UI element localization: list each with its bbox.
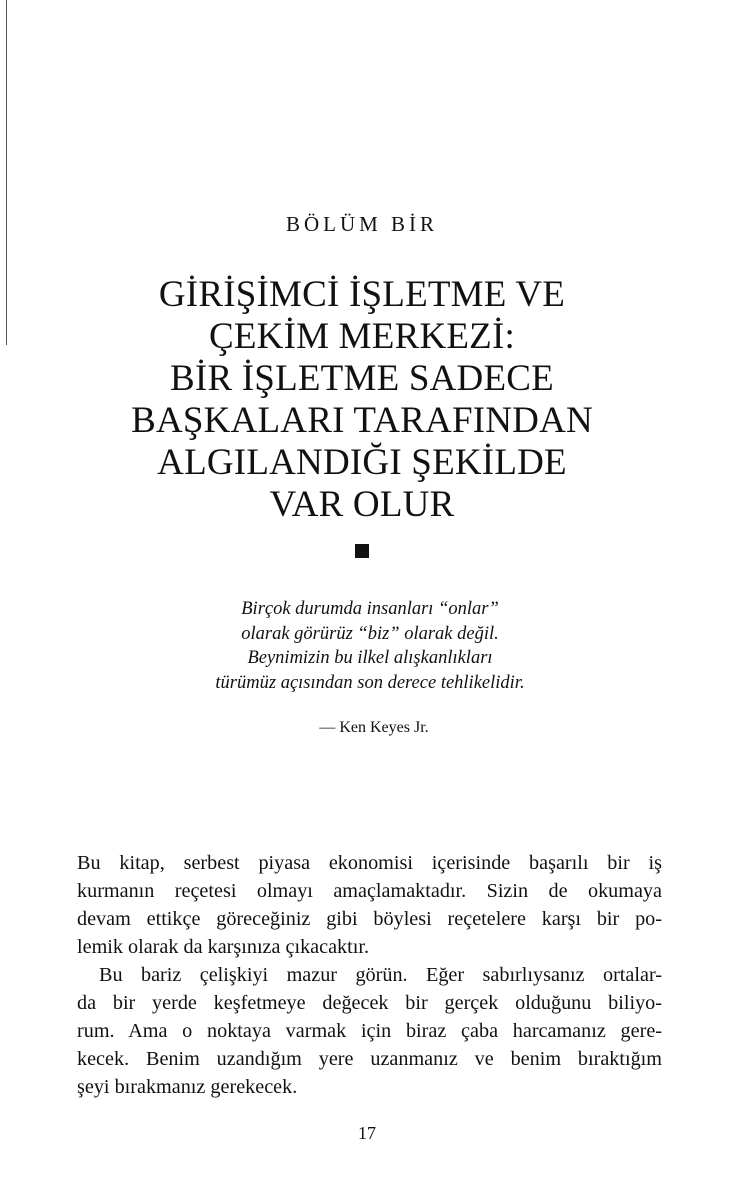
chapter-label: BÖLÜM BİR xyxy=(285,212,439,236)
body-text xyxy=(77,849,662,1101)
chapter-title-line: BAŞKALARI TARAFINDAN xyxy=(131,400,593,441)
epigraph-line: türümüz açısından son derece tehlikelidir. xyxy=(215,672,525,693)
chapter-title-line: ALGILANDIĞI ŞEKİLDE xyxy=(157,442,567,483)
epigraph-line: olarak görürüz “biz” olarak değil. xyxy=(241,623,499,644)
chapter-title-line: GİRİŞİMCİ İŞLETME VE xyxy=(158,274,566,315)
chapter-title xyxy=(0,274,724,526)
epigraph xyxy=(0,597,740,695)
chapter-title-line: ÇEKİM MERKEZİ: xyxy=(209,316,515,357)
page-number: 17 xyxy=(358,1123,376,1143)
paragraph-line: lemik olarak da karşınıza çıkacaktır. xyxy=(77,936,370,958)
paragraph-line: da bir yerde keşfetmeye değecek bir gerçek olduğunu biliyo- xyxy=(77,992,662,1014)
chapter-title-line: BİR İŞLETME SADECE xyxy=(170,358,554,399)
paragraph-line: devam ettikçe göreceğiniz gibi böylesi reçetelere karşı bir po- xyxy=(77,908,662,930)
paragraph-line: şeyi bırakmanız gerekecek. xyxy=(77,1076,298,1098)
paragraph-line: kurmanın reçetesi olmayı amaçlamaktadır. Sizin de okumaya xyxy=(77,880,662,902)
epigraph-line: Beynimizin bu ilkel alışkanlıkları xyxy=(247,648,493,668)
epigraph-attribution: — Ken Keyes Jr. xyxy=(319,719,429,736)
paragraph-line: Bu bariz çelişkiyi mazur görün. Eğer sabırlıysanız ortalar- xyxy=(99,964,662,986)
square-ornament-icon xyxy=(355,544,369,558)
paragraph-line: rum. Ama o noktaya varmak için biraz çaba harcamanız gere- xyxy=(77,1020,662,1042)
paragraph-line: kecek. Benim uzandığım yere uzanmanız ve benim bıraktığım xyxy=(77,1048,662,1070)
epigraph-line: Birçok durumda insanları “onlar” xyxy=(241,599,499,619)
paragraph-line: Bu kitap, serbest piyasa ekonomisi içerisinde başarılı bir iş xyxy=(77,852,662,874)
chapter-title-line: VAR OLUR xyxy=(269,484,455,525)
